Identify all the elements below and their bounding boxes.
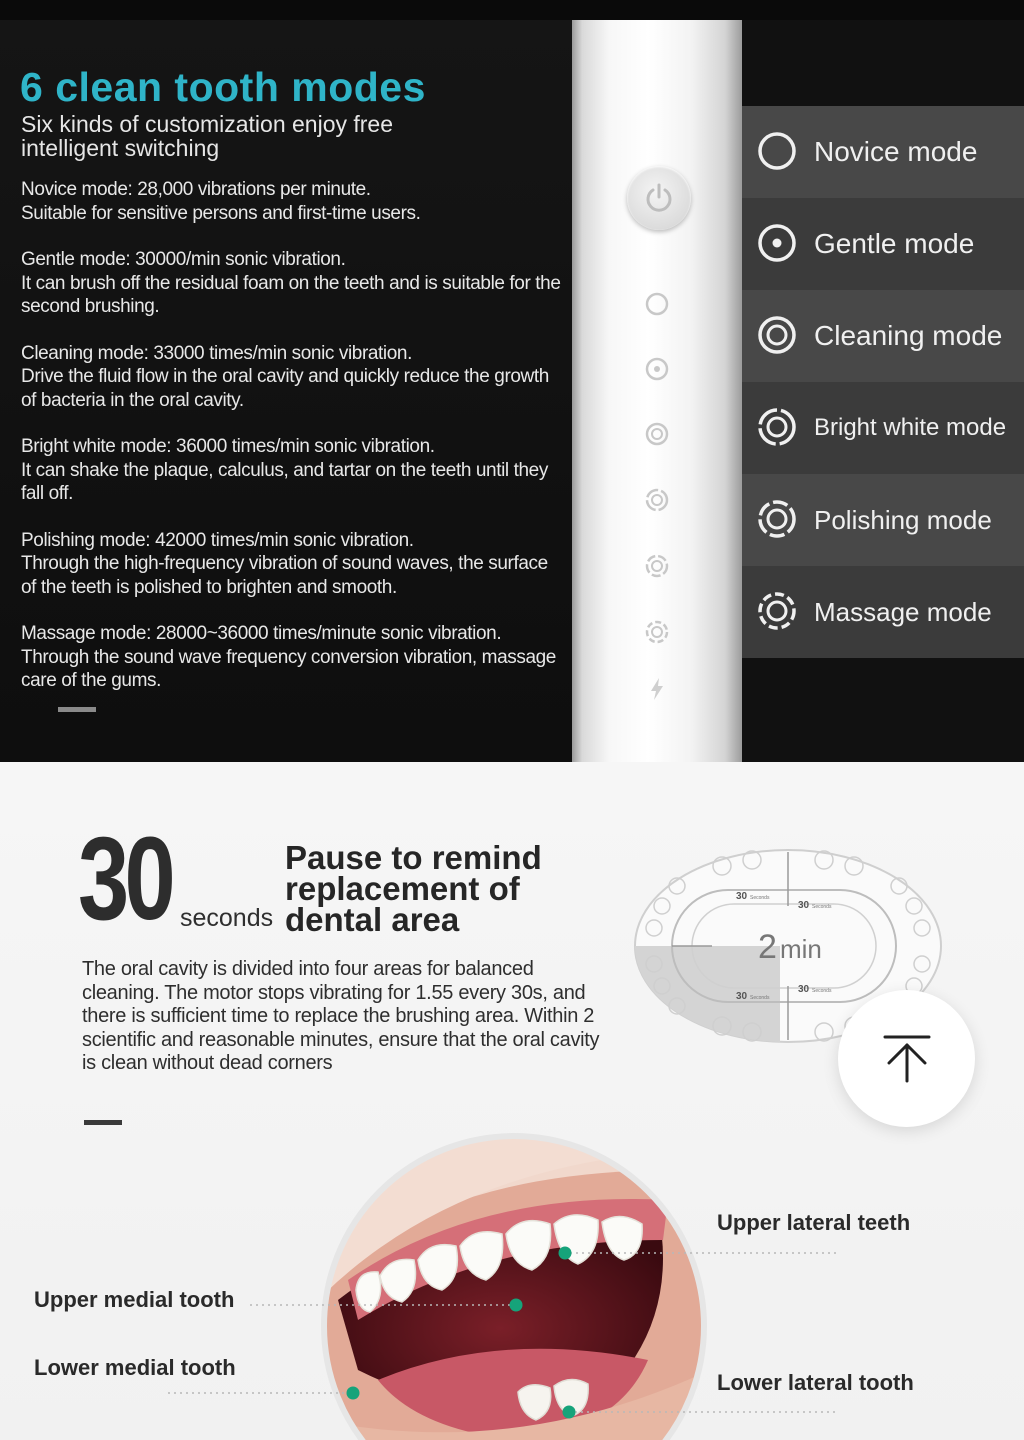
quadrant-label-unit: Seconds [812,988,832,994]
mode-item-novice[interactable] [742,106,1024,198]
lower-medial-dot [347,1387,360,1400]
modes-banner [0,20,1024,762]
timer-description: The oral cavity is divided into four areas for balanced cleaning. The motor stops vibrating for 1.55 every 30s, and there is sufficient time to replace the brushing area. Within 2 scientific and reasonable minutes, ensure that the oral cavity is clean without dead corners [82,958,600,1074]
top-strip [0,0,1024,22]
divider-dash [84,1120,122,1125]
diagram-center-unit: min [780,934,822,964]
lower-lateral-dot [563,1406,576,1419]
mode-description: Cleaning mode: 33000 times/min sonic vibration. Drive the fluid flow in the oral cavity and quickly reduce the growth of bacteria in the oral cavity. [21,342,549,411]
mode-label: Novice mode [814,136,978,167]
quadrant-label-value: 30 [736,891,748,902]
quadrant-label-unit: Seconds [750,995,770,1001]
quadrant-label-value: 30 [798,900,810,911]
diagram-center-number: 2 [758,928,777,966]
gentle-mode-icon [755,221,799,265]
tooth-markers [0,1230,1024,1440]
mode-label: Bright white mode [814,414,1007,441]
power-icon [627,166,691,230]
quadrant-label-unit: Seconds [750,895,770,901]
mode-item-polishing[interactable] [742,474,1024,566]
mode-label: Polishing mode [814,504,992,535]
quadrant-label-value: 30 [798,984,810,995]
arrow-up-to-top-icon [881,1033,933,1085]
banner-title: 6 clean tooth modes [20,64,426,110]
lower-medial-label: Lower medial tooth [34,1355,236,1380]
polishing-indicator-icon [643,552,671,580]
quadrant-label-unit: Seconds [812,904,832,910]
mode-description: Polishing mode: 42000 times/min sonic vibration. Through the high-frequency vibration of sound waves, the surface of the teeth is polished to brighten and smooth. [21,529,548,598]
upper-medial-dot [510,1299,523,1312]
mode-list [742,106,1024,658]
novice-mode-icon [755,129,799,173]
timer-unit: seconds [180,904,274,932]
gentle-indicator-icon [643,355,671,383]
mode-label: Cleaning mode [814,320,1003,351]
mode-label: Massage mode [814,596,992,627]
timer-heading: Pause to remind replacement of dental area [285,839,542,938]
massage-mode-icon [755,589,799,633]
novice-indicator-icon [643,290,671,318]
banner-subtitle: Six kinds of customization enjoy free intelligent switching [21,111,394,161]
toothbrush-handle [572,20,742,762]
mode-item-cleaning[interactable] [742,290,1024,382]
cleaning-mode-icon [755,313,799,357]
bright-white-mode-icon [755,405,799,449]
mode-item-gentle[interactable] [742,198,1024,290]
scroll-to-top-button[interactable] [838,990,975,1127]
massage-indicator-icon [643,618,671,646]
mode-label: Gentle mode [814,228,975,259]
mode-description: Massage mode: 28000~36000 times/minute sonic vibration. Through the sound wave frequency conversion vibration, massage care of the gums. [21,623,556,691]
mode-description: Novice mode: 28,000 vibrations per minute. Suitable for sensitive persons and first-time users. [21,179,421,224]
charging-bolt-icon [643,675,671,703]
upper-lateral-label: Upper lateral teeth [717,1210,911,1235]
polishing-mode-icon [755,497,799,541]
timer-number: 30 [78,813,172,945]
upper-lateral-dot [559,1247,572,1260]
lower-lateral-label: Lower lateral tooth [717,1370,914,1395]
upper-medial-label: Upper medial tooth [34,1287,235,1312]
mode-item-bright-white[interactable] [742,382,1024,474]
mode-description: Gentle mode: 30000/min sonic vibration. It can brush off the residual foam on the teeth and is suitable for the second brushing. [21,249,561,317]
mode-item-massage[interactable] [742,566,1024,658]
quadrant-label-value: 30 [736,991,748,1002]
divider-dash [58,707,96,712]
mode-descriptions [21,178,561,716]
cleaning-indicator-icon [643,420,671,448]
bright-white-indicator-icon [643,486,671,514]
mode-description: Bright white mode: 36000 times/min sonic vibration. It can shake the plaque, calculus, and tartar on the teeth until they fall off. [21,436,548,504]
